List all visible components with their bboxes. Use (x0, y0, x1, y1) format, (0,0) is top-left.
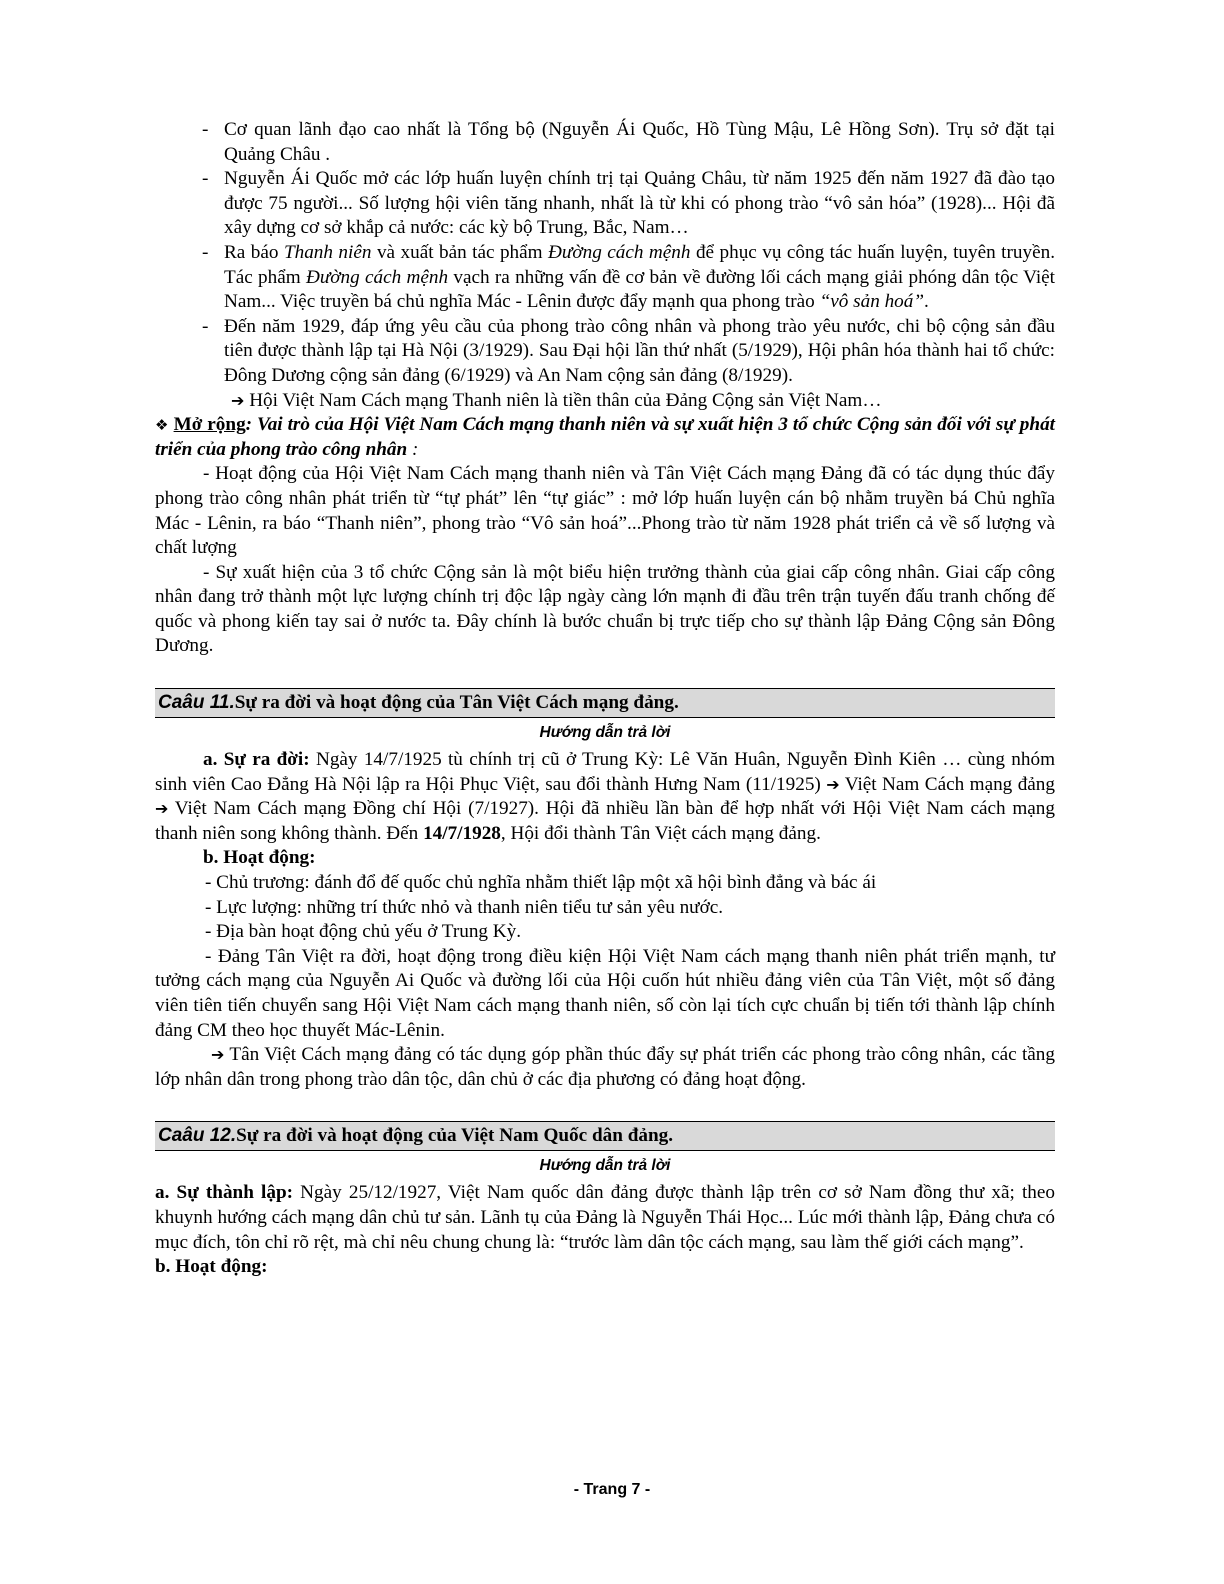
bullet-text: Đến năm 1929, đáp ứng yêu cầu của phong trào công nhân và phong trào yêu nước, chi bộ cộng sản đầu tiên được thành lập tại Hà Nội (3/1929). Sau Đại hội lần thứ nhất (5/1929), Hội phân hóa thành hai tổ chức: Đông Dương cộng sản đảng (6/1929) và An Nam cộng sản đảng (8/1929). (224, 315, 1055, 386)
q11-part-a-text: Việt Nam Cách mạng đảng (839, 773, 1055, 795)
document-page (155, 118, 1055, 1280)
q11-part-a (155, 748, 1055, 846)
q12-part-a-label: a. Sự thành lập: (155, 1182, 294, 1204)
question-12-header (155, 1121, 1055, 1151)
diamond-bullet-icon: ❖ (155, 416, 169, 435)
q11-part-b-item: - Lực lượng: những trí thức nhỏ và thanh niên tiểu tư sản yêu nước. (205, 896, 724, 918)
bullet-dash: - (202, 119, 209, 140)
arrow-icon: ➔ (211, 1045, 225, 1065)
q11-part-b-item: - Chủ trương: đánh đổ đế quốc chủ nghĩa nhằm thiết lập một xã hội bình đẳng và bác ái (205, 872, 877, 894)
q11-part-b (155, 846, 1055, 1043)
bullet-text: vạch ra những vấn đề cơ bản về đường lối cách mạng giải phóng dân tộc Việt Nam... Việc truyền bá chủ nghĩa Mác - Lênin được đẩy mạnh qua phong trào (224, 266, 1056, 313)
arrow-icon: ➔ (826, 774, 840, 794)
bullet-text: để phục vụ công tác huấn luyện, tuyên truyền. Tác phẩm (224, 241, 1055, 288)
q11-part-a-label: a. Sự ra đời: (203, 749, 310, 771)
bullet-item (155, 167, 1055, 241)
extension-paragraph: - Hoạt động của Hội Việt Nam Cách mạng thanh niên và Tân Việt Cách mạng Đảng đã có tác dụng thúc đẩy phong trào công nhân phát triển từ “tự phát” lên “tự giác” : mở lớp huấn luyện cán bộ nhằm truyền bá Chủ nghĩa Mác - Lênin, ra báo “Thanh niên”, phong trào “Vô sản hoá”...Phong trào từ năm 1928 phát triển cả về số lượng và chất lượng (155, 463, 1055, 559)
question-11-header (155, 688, 1055, 718)
bullet-text: Đường cách mệnh (548, 241, 691, 263)
q11-conclusion-text: Tân Việt Cách mạng đảng có tác dụng góp phần thúc đẩy sự phát triển các phong trào công nhân, các tầng lớp nhân dân trong phong trào dân tộc, dân chủ ở các địa phương có đảng hoạt động. (155, 1044, 1055, 1090)
bullet-text: Ra báo (224, 241, 284, 263)
bullet-dash: - (202, 315, 209, 337)
bullet-dash: - (202, 168, 209, 190)
extension-heading-tail: : (407, 438, 419, 460)
q11-part-a-text: Việt Nam Cách mạng Đồng chí Hội (7/1927). Hội đã nhiều lần bàn để hợp nhất với Hội Việt Nam cách mạng thanh niên song không thành. Đến (155, 798, 1055, 844)
question-title: Sự ra đời và hoạt động của Tân Việt Cách mạng đảng. (234, 692, 679, 714)
bullet-item (155, 118, 1055, 167)
answer-guide-label: Hướng dẫn trả lời (539, 1157, 671, 1175)
bullet-text: “vô sản hoá” (819, 291, 925, 313)
bullet-item (155, 241, 1055, 315)
bullet-text: Nguyễn Ái Quốc mở các lớp huấn luyện chính trị tại Quảng Châu, từ năm 1925 đến năm 1927 đã đào tạo được 75 người... Số lượng hội viên tăng nhanh, nhất là từ khi có phong trào “vô sản hóa” (1928)... Hội đã xây dựng cơ sở khắp cả nước: các kỳ bộ Trung, Bắc, Nam… (224, 168, 1055, 239)
q12-part-b-label: b. Hoạt động: (155, 1256, 268, 1278)
extension-heading (155, 413, 1055, 462)
q11-part-b-label: b. Hoạt động: (203, 847, 316, 869)
arrow-icon: ➔ (231, 390, 245, 410)
conclusion-text: Hội Việt Nam Cách mạng Thanh niên là tiền thân của Đảng Cộng sản Việt Nam… (249, 389, 882, 411)
bullet-text: Cơ quan lãnh đạo cao nhất là Tổng bộ (Nguyễn Ái Quốc, Hồ Tùng Mậu, Lê Hồng Sơn). Trụ sở đặt tại Quảng Châu . (224, 119, 1055, 165)
bullet-text: và xuất bản tác phẩm (371, 241, 549, 263)
bullet-text: . (924, 291, 929, 313)
conclusion-line (155, 389, 1055, 414)
q11-conclusion (155, 1043, 1055, 1092)
q12-part-a (155, 1181, 1055, 1255)
extension-heading-text: : Vai trò của Hội Việt Nam Cách mạng thanh niên và sự xuất hiện 3 tổ chức Cộng sản đối với sự phát triển của phong trào công nhân (155, 414, 1055, 460)
extension-label: Mở rộng (173, 414, 246, 436)
extension-paragraph: - Sự xuất hiện của 3 tổ chức Cộng sản là một biểu hiện trưởng thành của giai cấp công nhân. Giai cấp công nhân đang trở thành một lực lượng chính trị độc lập ngày càng lớn mạnh đi đầu trên trận tuyến đấu tranh chống đế quốc và phong kiến tay sai ở nước ta. Đây chính là bước chuẩn bị trực tiếp cho sự thành lập Đảng Cộng sản Đông Dương. (155, 561, 1055, 657)
bullet-text: Thanh niên (283, 241, 372, 263)
bullet-list (155, 118, 1055, 389)
bullet-item (155, 315, 1055, 389)
answer-guide-label: Hướng dẫn trả lời (539, 724, 671, 742)
q12-part-a-text: Ngày 25/12/1927, Việt Nam quốc dân đảng được thành lập trên cơ sở Nam đồng thư xã; theo khuynh hướng cách mạng dân chủ tư sản. Lãnh tụ của Đảng là Nguyễn Thái Học... Lúc mới thành lập, Đảng chưa có mục đích, tôn chỉ rõ rệt, mà chỉ nêu chung chung là: “trước làm dân tộc cách mạng, sau làm thế giới cách mạng”. (155, 1182, 1055, 1253)
q11-part-a-text: , Hội đổi thành Tân Việt cách mạng đảng. (500, 822, 821, 844)
q11-part-a-text: Ngày 14/7/1925 tù chính trị cũ ở Trung Kỳ: Lê Văn Huân, Nguyễn Đình Kiên … cùng nhóm sinh viên Cao Đẳng Hà Nội lập ra Hội Phục Việt, sau đổi thành Hưng Nam (11/1925) (155, 749, 1056, 795)
q11-part-b-item: - Địa bàn hoạt động chủ yếu ở Trung Kỳ. (205, 921, 522, 943)
arrow-icon: ➔ (155, 799, 169, 819)
q11-date: 14/7/1928 (423, 822, 501, 844)
question-number: Caâu 12. (158, 1125, 237, 1147)
question-title: Sự ra đời và hoạt động của Việt Nam Quốc dân đảng. (236, 1125, 674, 1147)
page-footer: - Trang 7 - (573, 1481, 651, 1498)
bullet-text: Đường cách mệnh (305, 266, 449, 288)
question-number: Caâu 11. (158, 692, 235, 714)
bullet-dash: - (202, 241, 209, 263)
q11-part-b-long: - Đảng Tân Việt ra đời, hoạt động trong điều kiện Hội Việt Nam cách mạng thanh niên phát triển mạnh, tư tưởng cách mạng của Nguyễn Ai Quốc và đường lối của Hội cuốn hút nhiều đảng viên của Tân Việt, một số đảng viên tiên tiến chuyển sang Hội Việt Nam cách mạng thanh niên, số còn lại tích cực chuẩn bị tiến tới thành lập chính đảng CM theo học thuyết Mác-Lênin. (155, 945, 1055, 1041)
